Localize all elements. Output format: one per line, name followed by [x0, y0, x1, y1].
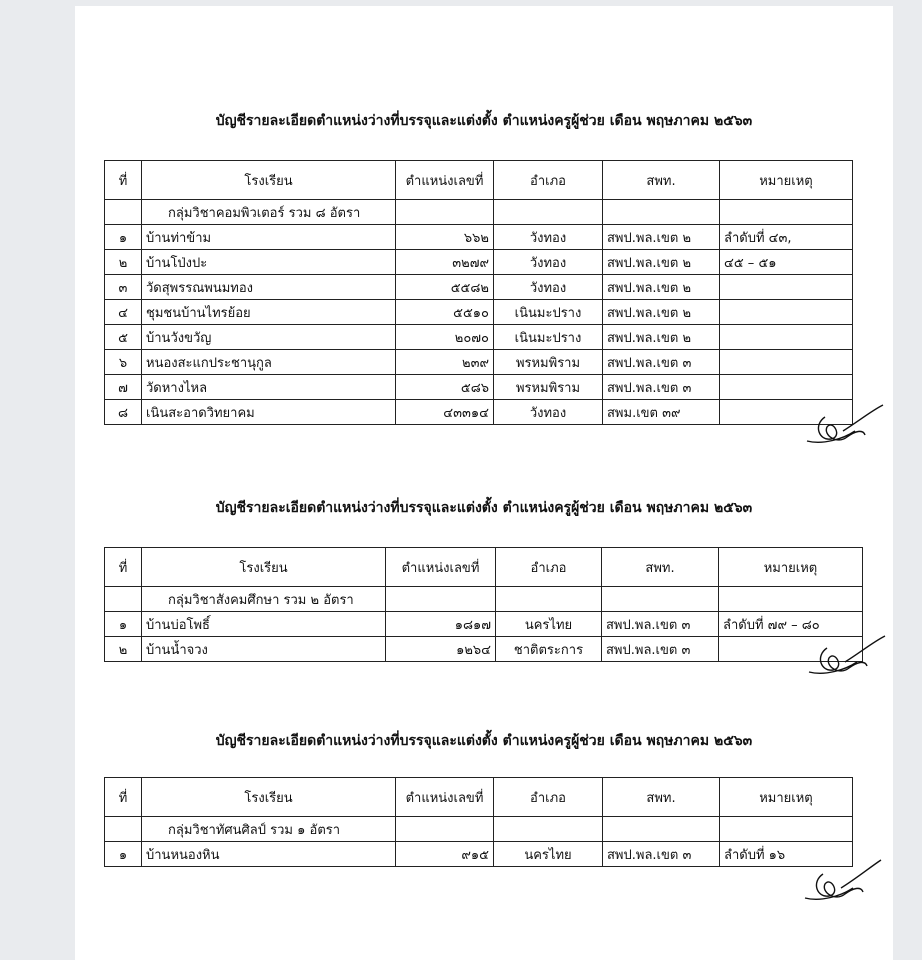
- document-page: [75, 6, 893, 960]
- table-header-row: [105, 161, 853, 200]
- cell-school: บ้านท่าข้าม: [142, 225, 396, 250]
- cell-district: วังทอง: [494, 225, 603, 250]
- table-row: [105, 400, 853, 425]
- cell-district: วังทอง: [494, 275, 603, 300]
- header-note: หมายเหตุ: [720, 778, 853, 817]
- cell-note: [720, 375, 853, 400]
- cell-note: [720, 300, 853, 325]
- table-row: [105, 250, 853, 275]
- cell-no: ๗: [105, 375, 142, 400]
- cell-no: ๑: [105, 842, 142, 867]
- cell-district: พรหมพิราม: [494, 375, 603, 400]
- header-no: ที่: [105, 778, 142, 817]
- header-note: หมายเหตุ: [720, 161, 853, 200]
- cell-no: ๘: [105, 400, 142, 425]
- table-row: [105, 325, 853, 350]
- cell-school: บ้านบ่อโพธิ์: [142, 612, 386, 637]
- cell-position: ๕๘๖: [396, 375, 494, 400]
- cell-office: สพป.พล.เขต ๓: [603, 375, 720, 400]
- header-office: สพท.: [603, 161, 720, 200]
- table-row: [105, 225, 853, 250]
- cell-position: ๕๕๑๐: [396, 300, 494, 325]
- table-3-title: บัญชีรายละเอียดตำแหน่งว่างที่บรรจุและแต่งตั้ง ตำแหน่งครูผู้ช่วย เดือน พฤษภาคม ๒๕๖๓: [215, 733, 753, 749]
- header-position: ตำแหน่งเลขที่: [396, 161, 494, 200]
- cell-position: ๙๑๕: [396, 842, 494, 867]
- cell-district: เนินมะปราง: [494, 300, 603, 325]
- cell-school: ชุมชนบ้านไทรย้อย: [142, 300, 396, 325]
- cell-no: ๑: [105, 612, 142, 637]
- cell-no: ๒: [105, 250, 142, 275]
- cell-school: บ้านน้ำจวง: [142, 637, 386, 662]
- table-row: [105, 612, 863, 637]
- cell-school: บ้านหนองหิน: [142, 842, 396, 867]
- cell-note: ลำดับที่ ๔๓,: [720, 225, 853, 250]
- table-2: [104, 547, 863, 662]
- group-label: กลุ่มวิชาสังคมศึกษา รวม ๒ อัตรา: [142, 587, 386, 612]
- cell-office: สพป.พล.เขต ๒: [603, 250, 720, 275]
- cell-no: ๒: [105, 637, 142, 662]
- cell-school: บ้านโป่งปะ: [142, 250, 396, 275]
- cell-note: [720, 325, 853, 350]
- table-row: [105, 275, 853, 300]
- group-row: [105, 587, 863, 612]
- signature-1: [803, 401, 887, 449]
- group-row: [105, 200, 853, 225]
- cell-office: สพป.พล.เขต ๓: [603, 350, 720, 375]
- group-label: กลุ่มวิชาทัศนศิลป์ รวม ๑ อัตรา: [142, 817, 396, 842]
- cell-note: [720, 275, 853, 300]
- cell-position: ๖๖๒: [396, 225, 494, 250]
- cell-no: ๕: [105, 325, 142, 350]
- cell-office: สพป.พล.เขต ๒: [603, 300, 720, 325]
- header-school: โรงเรียน: [142, 778, 396, 817]
- table-row: [105, 300, 853, 325]
- header-note: หมายเหตุ: [719, 548, 863, 587]
- cell-position: ๑๒๖๔: [386, 637, 496, 662]
- cell-district: วังทอง: [494, 250, 603, 275]
- table-header-row: [105, 548, 863, 587]
- cell-position: ๕๕๘๒: [396, 275, 494, 300]
- header-no: ที่: [105, 548, 142, 587]
- cell-position: ๒๐๗๐: [396, 325, 494, 350]
- header-district: อำเภอ: [496, 548, 602, 587]
- header-office: สพท.: [603, 778, 720, 817]
- header-district: อำเภอ: [494, 778, 603, 817]
- cell-office: สพม.เขต ๓๙: [603, 400, 720, 425]
- table-row: [105, 350, 853, 375]
- header-school: โรงเรียน: [142, 161, 396, 200]
- cell-office: สพป.พล.เขต ๓: [602, 637, 719, 662]
- cell-note: ๔๕ – ๕๑: [720, 250, 853, 275]
- cell-school: บ้านวังขวัญ: [142, 325, 396, 350]
- cell-district: พรหมพิราม: [494, 350, 603, 375]
- table-1: [104, 160, 853, 425]
- header-position: ตำแหน่งเลขที่: [396, 778, 494, 817]
- cell-no: ๖: [105, 350, 142, 375]
- cell-school: วัดหางไหล: [142, 375, 396, 400]
- signature-3: [801, 854, 885, 908]
- cell-school: วัดสุพรรณพนมทอง: [142, 275, 396, 300]
- cell-office: สพป.พล.เขต ๒: [603, 325, 720, 350]
- table-row: [105, 637, 863, 662]
- header-no: ที่: [105, 161, 142, 200]
- header-school: โรงเรียน: [142, 548, 386, 587]
- header-office: สพท.: [602, 548, 719, 587]
- cell-no: ๓: [105, 275, 142, 300]
- header-district: อำเภอ: [494, 161, 603, 200]
- cell-district: ชาติตระการ: [496, 637, 602, 662]
- cell-district: นครไทย: [496, 612, 602, 637]
- cell-position: ๓๒๗๙: [396, 250, 494, 275]
- cell-note: ลำดับที่ ๗๙ – ๘๐: [719, 612, 863, 637]
- cell-no: ๑: [105, 225, 142, 250]
- cell-district: เนินมะปราง: [494, 325, 603, 350]
- cell-position: ๒๓๙: [396, 350, 494, 375]
- cell-district: วังทอง: [494, 400, 603, 425]
- table-row: [105, 375, 853, 400]
- cell-school: เนินสะอาดวิทยาคม: [142, 400, 396, 425]
- group-label: กลุ่มวิชาคอมพิวเตอร์ รวม ๘ อัตรา: [142, 200, 396, 225]
- header-position: ตำแหน่งเลขที่: [386, 548, 496, 587]
- table-row: [105, 842, 853, 867]
- cell-no: ๔: [105, 300, 142, 325]
- cell-note: ลำดับที่ ๑๖: [720, 842, 853, 867]
- table-2-title: บัญชีรายละเอียดตำแหน่งว่างที่บรรจุและแต่งตั้ง ตำแหน่งครูผู้ช่วย เดือน พฤษภาคม ๒๕๖๓: [215, 500, 753, 516]
- group-row: [105, 817, 853, 842]
- cell-district: นครไทย: [494, 842, 603, 867]
- table-1-title: บัญชีรายละเอียดตำแหน่งว่างที่บรรจุและแต่งตั้ง ตำแหน่งครูผู้ช่วย เดือน พฤษภาคม ๒๕๖๓: [215, 113, 753, 129]
- cell-office: สพป.พล.เขต ๓: [603, 842, 720, 867]
- table-3: [104, 777, 853, 867]
- cell-note: [720, 350, 853, 375]
- table-header-row: [105, 778, 853, 817]
- cell-office: สพป.พล.เขต ๓: [602, 612, 719, 637]
- cell-position: ๑๘๑๗: [386, 612, 496, 637]
- cell-office: สพป.พล.เขต ๒: [603, 225, 720, 250]
- cell-position: ๔๓๓๑๔: [396, 400, 494, 425]
- cell-office: สพป.พล.เขต ๒: [603, 275, 720, 300]
- signature-2: [805, 630, 889, 680]
- cell-school: หนองสะแกประชานุกูล: [142, 350, 396, 375]
